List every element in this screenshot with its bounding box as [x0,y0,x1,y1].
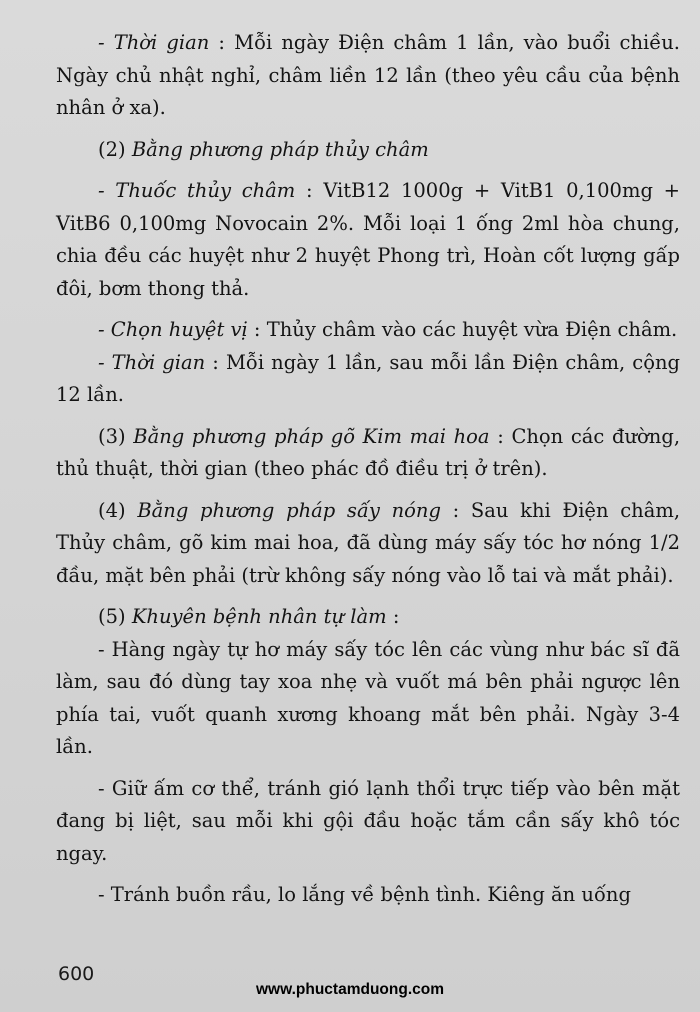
paragraph-10: - Giữ ấm cơ thể, tránh gió lạnh thổi trực tiếp vào bên mặt đang bị liệt, sau mỗi khi gội đầu hoặc tắm cần sấy khô tóc ngay. [56,776,680,865]
paragraph-2-heading: (2) Bằng phương pháp thủy châm [98,137,429,161]
paragraph-9: - Hàng ngày tự hơ máy sấy tóc lên các vùng như bác sĩ đã làm, sau đó dùng tay xoa nhẹ và vuốt má bên phải ngược lên phía tai, vuốt quanh xương khoang mắt bên phải. Ngày 3-4 lần. [56,637,680,758]
paragraph-11: - Tránh buồn rầu, lo lắng về bệnh tình. Kiêng ăn uống [98,883,631,906]
body-text [56,27,680,912]
page-number: 600 [58,963,95,985]
paragraph-6: (3) Bằng phương pháp gõ Kim mai hoa : Chọn các đường, thủ thuật, thời gian (theo phác đồ điều trị ở trên). [56,424,681,480]
paragraph-5: - Thời gian : Mỗi ngày 1 lần, sau mỗi lần Điện châm, cộng 12 lần. [56,350,680,406]
paragraph-7: (4) Bằng phương pháp sấy nóng : Sau khi Điện châm, Thủy châm, gõ kim mai hoa, đã dùng máy sấy tóc hơ nóng 1/2 đầu, mặt bên phải (trừ không sấy nóng vào lỗ tai và mắt phải). [56,498,681,587]
paragraph-3: - Thuốc thủy châm : VitB12 1000g + VitB1 0,100mg + VitB6 0,100mg Novocain 2%. Mỗi loại 1 ống 2ml hòa chung, chia đều các huyệt như 2 huyệt Phong trì, Hoàn cốt lượng gấp đôi, bơm thong thả. [56,179,680,300]
website-footer: www.phuctamduong.com [255,981,444,998]
paragraph-4: - Chọn huyệt vị : Thủy châm vào các huyệt vừa Điện châm. [98,318,678,341]
paragraph-8-heading: (5) Khuyên bệnh nhân tự làm : [98,605,400,628]
paragraph-1: - Thời gian : Mỗi ngày Điện châm 1 lần, vào buổi chiều. Ngày chủ nhật nghỉ, châm liền 12 lần (theo yêu cầu của bệnh nhân ở xa). [56,31,680,119]
